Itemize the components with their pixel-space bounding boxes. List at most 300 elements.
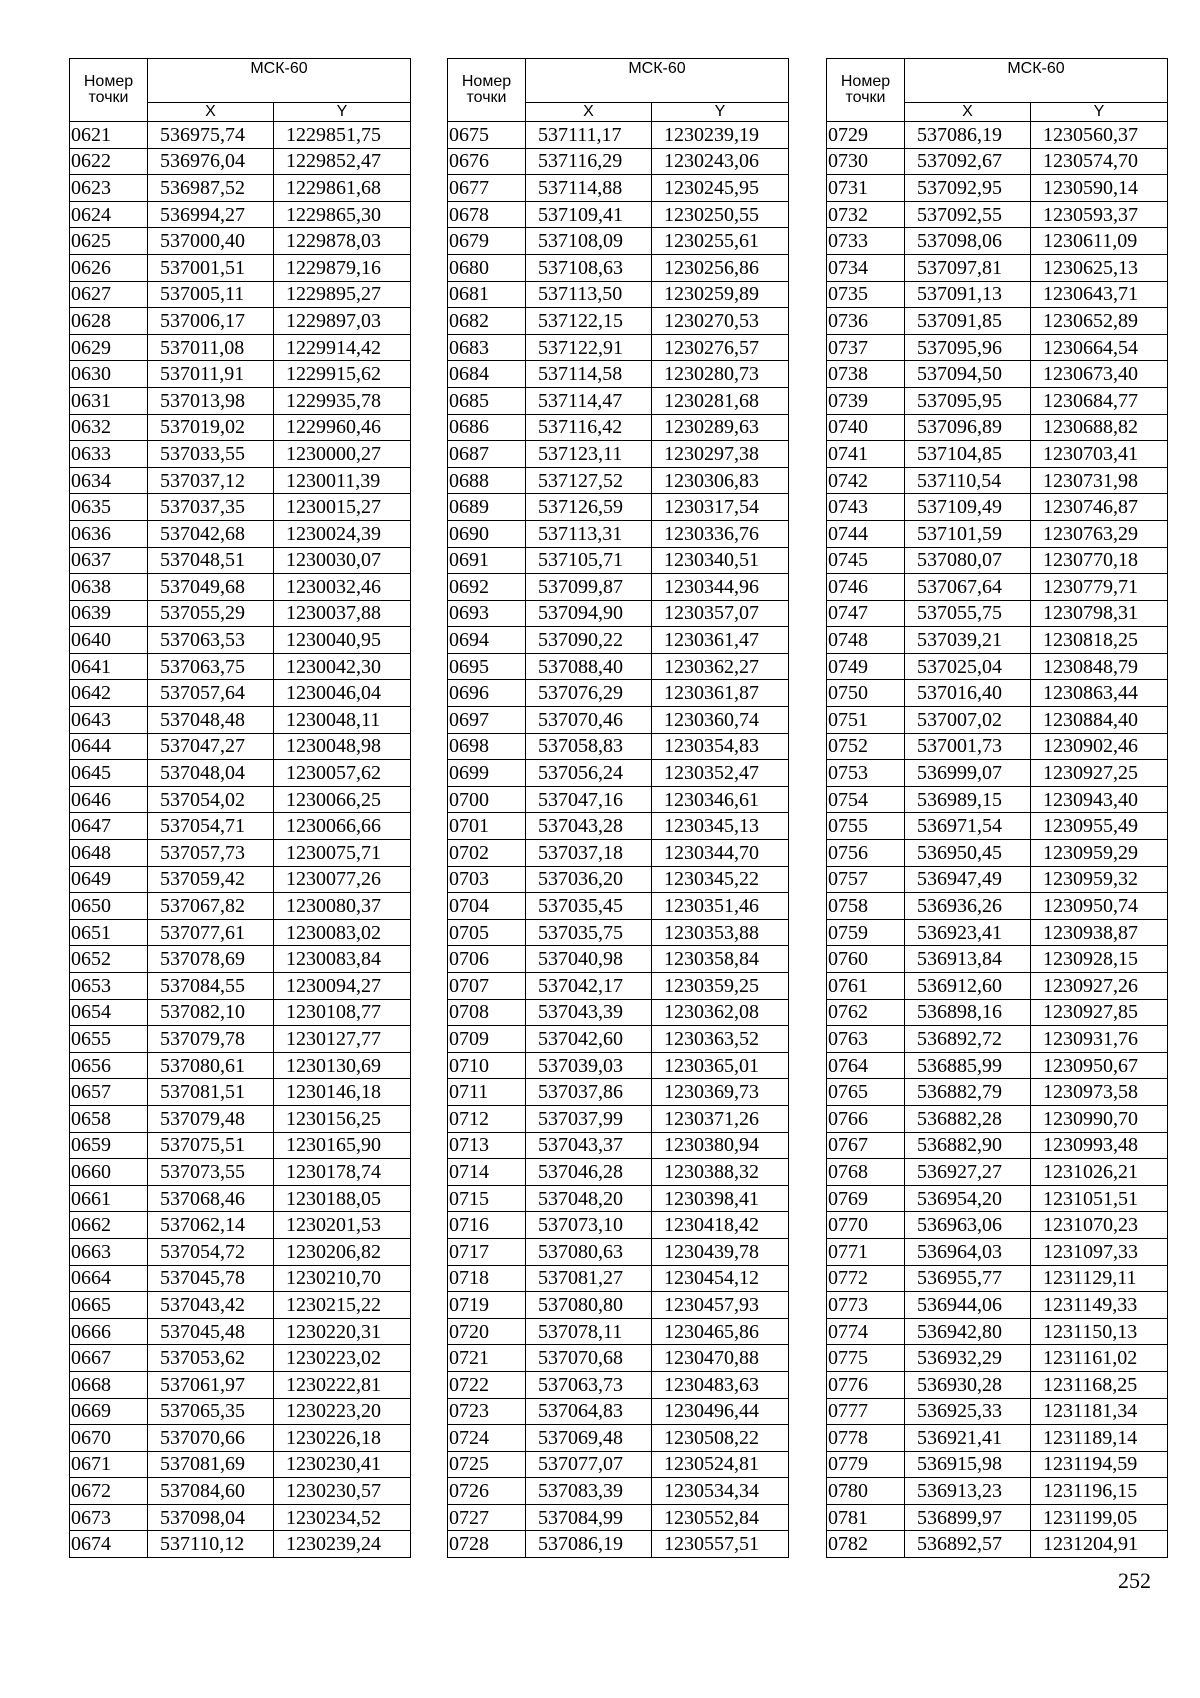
- y-coordinate-cell: 1230178,74: [274, 1159, 411, 1186]
- x-coordinate-cell: 537108,63: [526, 254, 652, 281]
- y-coordinate-cell: 1231196,15: [1031, 1478, 1168, 1505]
- table-row: [448, 441, 789, 468]
- point-number-cell: 0682: [448, 308, 526, 335]
- x-coordinate-cell: 537079,78: [148, 1026, 274, 1053]
- table-row: [448, 334, 789, 361]
- point-number-cell: 0656: [70, 1052, 148, 1079]
- x-coordinate-cell: 536975,74: [148, 122, 274, 149]
- y-coordinate-cell: 1230848,79: [1031, 653, 1168, 680]
- point-number-cell: 0652: [70, 946, 148, 973]
- y-coordinate-cell: 1229895,27: [274, 281, 411, 308]
- table-row: [448, 866, 789, 893]
- table-row: [70, 201, 411, 228]
- x-coordinate-cell: 536942,80: [905, 1318, 1031, 1345]
- y-coordinate-cell: 1230354,83: [652, 733, 789, 760]
- table-row: [70, 1052, 411, 1079]
- table-row: [70, 1212, 411, 1239]
- table-row: [448, 1079, 789, 1106]
- y-coordinate-cell: 1230336,76: [652, 520, 789, 547]
- x-coordinate-cell: 536882,79: [905, 1079, 1031, 1106]
- y-coordinate-cell: 1229851,75: [274, 122, 411, 149]
- point-number-cell: 0764: [827, 1052, 905, 1079]
- x-coordinate-cell: 537058,83: [526, 733, 652, 760]
- x-coordinate-cell: 537094,90: [526, 600, 652, 627]
- y-coordinate-cell: 1230593,37: [1031, 201, 1168, 228]
- x-coordinate-cell: 537043,37: [526, 1132, 652, 1159]
- table-row: [827, 361, 1168, 388]
- point-number-cell: 0772: [827, 1265, 905, 1292]
- x-coordinate-cell: 537110,12: [148, 1531, 274, 1558]
- table-row: [70, 467, 411, 494]
- x-coordinate-cell: 537080,61: [148, 1052, 274, 1079]
- x-coordinate-cell: 537037,99: [526, 1105, 652, 1132]
- y-coordinate-cell: 1230928,15: [1031, 946, 1168, 973]
- table-row: [448, 122, 789, 149]
- table-row: [448, 919, 789, 946]
- table-row: [827, 786, 1168, 813]
- x-axis-header: X: [905, 103, 1031, 122]
- x-coordinate-cell: 536899,97: [905, 1504, 1031, 1531]
- table-row: [827, 1425, 1168, 1452]
- x-coordinate-cell: 537070,66: [148, 1425, 274, 1452]
- table-row: [448, 1531, 789, 1558]
- y-coordinate-cell: 1230454,12: [652, 1265, 789, 1292]
- y-coordinate-cell: 1230574,70: [1031, 148, 1168, 175]
- point-number-cell: 0776: [827, 1371, 905, 1398]
- y-coordinate-cell: 1230418,42: [652, 1212, 789, 1239]
- point-number-cell: 0717: [448, 1238, 526, 1265]
- table-row: [70, 1425, 411, 1452]
- x-coordinate-cell: 537084,99: [526, 1504, 652, 1531]
- table-row: [827, 1292, 1168, 1319]
- table-row: [827, 840, 1168, 867]
- x-coordinate-cell: 537116,42: [526, 414, 652, 441]
- y-coordinate-cell: 1230625,13: [1031, 254, 1168, 281]
- point-number-cell: 0752: [827, 733, 905, 760]
- table-row: [827, 1318, 1168, 1345]
- point-number-cell: 0707: [448, 973, 526, 1000]
- table-row: [827, 973, 1168, 1000]
- point-number-cell: 0687: [448, 441, 526, 468]
- point-number-cell: 0782: [827, 1531, 905, 1558]
- table-row: [448, 467, 789, 494]
- y-coordinate-cell: 1230590,14: [1031, 175, 1168, 202]
- point-number-cell: 0781: [827, 1504, 905, 1531]
- table-row: [827, 175, 1168, 202]
- y-coordinate-cell: 1230075,71: [274, 840, 411, 867]
- y-coordinate-cell: 1230884,40: [1031, 707, 1168, 734]
- point-number-cell: 0703: [448, 866, 526, 893]
- point-number-cell: 0645: [70, 760, 148, 787]
- table-row: [448, 600, 789, 627]
- point-number-cell: 0756: [827, 840, 905, 867]
- y-coordinate-cell: 1230731,98: [1031, 467, 1168, 494]
- point-number-cell: 0689: [448, 494, 526, 521]
- y-coordinate-cell: 1230042,30: [274, 653, 411, 680]
- point-number-cell: 0635: [70, 494, 148, 521]
- point-number-cell: 0699: [448, 760, 526, 787]
- y-coordinate-cell: 1230398,41: [652, 1185, 789, 1212]
- page-number: 252: [1118, 1568, 1151, 1593]
- table-row: [827, 308, 1168, 335]
- coordinate-system-header: МСК-60: [526, 59, 789, 103]
- point-number-cell: 0642: [70, 680, 148, 707]
- point-number-cell: 0751: [827, 707, 905, 734]
- point-number-cell: 0744: [827, 520, 905, 547]
- point-number-cell: 0742: [827, 467, 905, 494]
- y-coordinate-cell: 1230931,76: [1031, 1026, 1168, 1053]
- point-number-cell: 0641: [70, 653, 148, 680]
- point-number-header: Номер точки: [448, 59, 526, 122]
- x-coordinate-cell: 537059,42: [148, 866, 274, 893]
- point-number-cell: 0649: [70, 866, 148, 893]
- y-coordinate-cell: 1230746,87: [1031, 494, 1168, 521]
- point-number-cell: 0697: [448, 707, 526, 734]
- table-row: [827, 1238, 1168, 1265]
- point-number-cell: 0733: [827, 228, 905, 255]
- x-coordinate-cell: 537054,71: [148, 813, 274, 840]
- point-number-cell: 0630: [70, 361, 148, 388]
- table-row: [827, 1345, 1168, 1372]
- table-row: [448, 946, 789, 973]
- table-row: [827, 387, 1168, 414]
- point-number-cell: 0729: [827, 122, 905, 149]
- y-coordinate-cell: 1230317,54: [652, 494, 789, 521]
- x-coordinate-cell: 537011,08: [148, 334, 274, 361]
- table-row: [827, 600, 1168, 627]
- table-row: [448, 254, 789, 281]
- x-coordinate-cell: 536912,60: [905, 973, 1031, 1000]
- x-coordinate-cell: 537011,91: [148, 361, 274, 388]
- x-axis-header: X: [526, 103, 652, 122]
- y-coordinate-cell: 1230959,29: [1031, 840, 1168, 867]
- y-coordinate-cell: 1231150,13: [1031, 1318, 1168, 1345]
- x-coordinate-cell: 537001,51: [148, 254, 274, 281]
- table-row: [448, 281, 789, 308]
- point-number-cell: 0726: [448, 1478, 526, 1505]
- x-coordinate-cell: 537116,29: [526, 148, 652, 175]
- point-number-cell: 0688: [448, 467, 526, 494]
- point-number-cell: 0623: [70, 175, 148, 202]
- y-coordinate-cell: 1230188,05: [274, 1185, 411, 1212]
- point-number-cell: 0745: [827, 547, 905, 574]
- table-row: [448, 308, 789, 335]
- table-row: [827, 1026, 1168, 1053]
- x-coordinate-cell: 537070,46: [526, 707, 652, 734]
- point-number-cell: 0650: [70, 893, 148, 920]
- x-coordinate-cell: 536921,41: [905, 1425, 1031, 1452]
- point-number-cell: 0674: [70, 1531, 148, 1558]
- y-coordinate-cell: 1229960,46: [274, 414, 411, 441]
- y-coordinate-cell: 1230276,57: [652, 334, 789, 361]
- point-number-cell: 0740: [827, 414, 905, 441]
- x-coordinate-cell: 537006,17: [148, 308, 274, 335]
- point-number-cell: 0679: [448, 228, 526, 255]
- y-coordinate-cell: 1230943,40: [1031, 786, 1168, 813]
- y-coordinate-cell: 1230779,71: [1031, 574, 1168, 601]
- point-number-cell: 0734: [827, 254, 905, 281]
- y-coordinate-cell: 1230243,06: [652, 148, 789, 175]
- y-coordinate-cell: 1230046,04: [274, 680, 411, 707]
- point-number-cell: 0691: [448, 547, 526, 574]
- x-coordinate-cell: 537019,02: [148, 414, 274, 441]
- point-number-cell: 0713: [448, 1132, 526, 1159]
- y-coordinate-cell: 1230037,88: [274, 600, 411, 627]
- x-coordinate-cell: 537042,17: [526, 973, 652, 1000]
- point-number-cell: 0769: [827, 1185, 905, 1212]
- x-coordinate-cell: 537039,03: [526, 1052, 652, 1079]
- table-row: [827, 1371, 1168, 1398]
- table-row: [70, 414, 411, 441]
- point-number-cell: 0658: [70, 1105, 148, 1132]
- point-number-cell: 0715: [448, 1185, 526, 1212]
- y-axis-header: Y: [1031, 103, 1168, 122]
- y-coordinate-cell: 1230250,55: [652, 201, 789, 228]
- y-coordinate-cell: 1229879,16: [274, 254, 411, 281]
- y-coordinate-cell: 1230255,61: [652, 228, 789, 255]
- y-coordinate-cell: 1230340,51: [652, 547, 789, 574]
- table-row: [827, 1265, 1168, 1292]
- x-coordinate-cell: 537109,41: [526, 201, 652, 228]
- x-coordinate-cell: 536954,20: [905, 1185, 1031, 1212]
- table-row: [448, 414, 789, 441]
- y-coordinate-cell: 1230470,88: [652, 1345, 789, 1372]
- point-number-cell: 0719: [448, 1292, 526, 1319]
- point-number-cell: 0767: [827, 1132, 905, 1159]
- table-row: [448, 1451, 789, 1478]
- y-coordinate-cell: 1231194,59: [1031, 1451, 1168, 1478]
- table-row: [70, 840, 411, 867]
- point-number-cell: 0657: [70, 1079, 148, 1106]
- table-row: [70, 733, 411, 760]
- x-coordinate-cell: 537048,20: [526, 1185, 652, 1212]
- x-coordinate-cell: 537055,75: [905, 600, 1031, 627]
- point-number-cell: 0757: [827, 866, 905, 893]
- x-coordinate-cell: 536950,45: [905, 840, 1031, 867]
- x-coordinate-cell: 537047,16: [526, 786, 652, 813]
- point-number-cell: 0721: [448, 1345, 526, 1372]
- point-number-cell: 0727: [448, 1504, 526, 1531]
- point-number-cell: 0741: [827, 441, 905, 468]
- table-row: [70, 760, 411, 787]
- table-row: [448, 228, 789, 255]
- x-coordinate-cell: 537043,39: [526, 999, 652, 1026]
- x-coordinate-cell: 536927,27: [905, 1159, 1031, 1186]
- x-coordinate-cell: 537057,73: [148, 840, 274, 867]
- point-number-cell: 0628: [70, 308, 148, 335]
- table-row: [448, 1425, 789, 1452]
- table-row: [448, 520, 789, 547]
- table-row: [70, 973, 411, 1000]
- point-number-cell: 0712: [448, 1105, 526, 1132]
- y-coordinate-cell: 1230508,22: [652, 1425, 789, 1452]
- y-coordinate-cell: 1230388,32: [652, 1159, 789, 1186]
- y-coordinate-cell: 1229897,03: [274, 308, 411, 335]
- point-number-cell: 0651: [70, 919, 148, 946]
- table-row: [827, 334, 1168, 361]
- y-coordinate-cell: 1230032,46: [274, 574, 411, 601]
- y-coordinate-cell: 1230297,38: [652, 441, 789, 468]
- table-row: [448, 973, 789, 1000]
- point-number-cell: 0755: [827, 813, 905, 840]
- table-row: [827, 1504, 1168, 1531]
- table-row: [70, 1398, 411, 1425]
- x-coordinate-cell: 537123,11: [526, 441, 652, 468]
- point-number-cell: 0722: [448, 1371, 526, 1398]
- y-coordinate-cell: 1230351,46: [652, 893, 789, 920]
- table-row: [70, 361, 411, 388]
- table-row: [70, 1026, 411, 1053]
- y-coordinate-cell: 1230210,70: [274, 1265, 411, 1292]
- point-number-cell: 0672: [70, 1478, 148, 1505]
- y-coordinate-cell: 1230011,39: [274, 467, 411, 494]
- x-coordinate-cell: 537000,40: [148, 228, 274, 255]
- table-row: [827, 627, 1168, 654]
- y-coordinate-cell: 1230380,94: [652, 1132, 789, 1159]
- x-coordinate-cell: 537055,29: [148, 600, 274, 627]
- point-number-cell: 0670: [70, 1425, 148, 1452]
- y-coordinate-cell: 1230344,70: [652, 840, 789, 867]
- y-coordinate-cell: 1230496,44: [652, 1398, 789, 1425]
- point-number-cell: 0701: [448, 813, 526, 840]
- table-row: [827, 653, 1168, 680]
- y-coordinate-cell: 1230080,37: [274, 893, 411, 920]
- y-coordinate-cell: 1230927,26: [1031, 973, 1168, 1000]
- table-row: [827, 1105, 1168, 1132]
- y-coordinate-cell: 1230524,81: [652, 1451, 789, 1478]
- table-row: [448, 999, 789, 1026]
- y-coordinate-cell: 1230127,77: [274, 1026, 411, 1053]
- y-coordinate-cell: 1230256,86: [652, 254, 789, 281]
- table-row: [70, 653, 411, 680]
- table-row: [827, 1531, 1168, 1558]
- x-coordinate-cell: 537111,17: [526, 122, 652, 149]
- x-coordinate-cell: 537086,19: [526, 1531, 652, 1558]
- y-coordinate-cell: 1231149,33: [1031, 1292, 1168, 1319]
- y-coordinate-cell: 1230938,87: [1031, 919, 1168, 946]
- y-coordinate-cell: 1230557,51: [652, 1531, 789, 1558]
- table-row: [70, 254, 411, 281]
- x-coordinate-cell: 536944,06: [905, 1292, 1031, 1319]
- point-number-cell: 0777: [827, 1398, 905, 1425]
- point-number-cell: 0698: [448, 733, 526, 760]
- table-row: [70, 680, 411, 707]
- point-number-cell: 0706: [448, 946, 526, 973]
- point-number-cell: 0633: [70, 441, 148, 468]
- point-number-cell: 0760: [827, 946, 905, 973]
- x-coordinate-cell: 537097,81: [905, 254, 1031, 281]
- point-number-cell: 0759: [827, 919, 905, 946]
- y-coordinate-cell: 1230993,48: [1031, 1132, 1168, 1159]
- x-coordinate-cell: 537048,51: [148, 547, 274, 574]
- x-coordinate-cell: 537057,64: [148, 680, 274, 707]
- y-coordinate-cell: 1231189,14: [1031, 1425, 1168, 1452]
- point-number-cell: 0725: [448, 1451, 526, 1478]
- point-number-cell: 0661: [70, 1185, 148, 1212]
- x-coordinate-cell: 537049,68: [148, 574, 274, 601]
- y-coordinate-cell: 1230688,82: [1031, 414, 1168, 441]
- table-row: [70, 441, 411, 468]
- y-coordinate-cell: 1230990,70: [1031, 1105, 1168, 1132]
- x-coordinate-cell: 537114,58: [526, 361, 652, 388]
- point-number-cell: 0723: [448, 1398, 526, 1425]
- point-number-cell: 0631: [70, 387, 148, 414]
- x-coordinate-cell: 537095,95: [905, 387, 1031, 414]
- table-row: [827, 547, 1168, 574]
- point-number-header: Номер точки: [827, 59, 905, 122]
- point-number-cell: 0765: [827, 1079, 905, 1106]
- x-coordinate-cell: 537079,48: [148, 1105, 274, 1132]
- table-row: [448, 653, 789, 680]
- point-number-cell: 0758: [827, 893, 905, 920]
- point-number-cell: 0627: [70, 281, 148, 308]
- y-coordinate-cell: 1231070,23: [1031, 1212, 1168, 1239]
- point-number-cell: 0629: [70, 334, 148, 361]
- point-number-cell: 0693: [448, 600, 526, 627]
- table-row: [827, 680, 1168, 707]
- table-row: [70, 1105, 411, 1132]
- y-coordinate-cell: 1231181,34: [1031, 1398, 1168, 1425]
- x-coordinate-cell: 537035,45: [526, 893, 652, 920]
- y-coordinate-cell: 1230289,63: [652, 414, 789, 441]
- y-coordinate-cell: 1230357,07: [652, 600, 789, 627]
- coordinate-system-header: МСК-60: [905, 59, 1168, 103]
- table-row: [827, 281, 1168, 308]
- point-number-cell: 0708: [448, 999, 526, 1026]
- table-row: [827, 946, 1168, 973]
- y-coordinate-cell: 1231204,91: [1031, 1531, 1168, 1558]
- x-coordinate-cell: 537084,55: [148, 973, 274, 1000]
- y-coordinate-cell: 1230024,39: [274, 520, 411, 547]
- x-coordinate-cell: 536947,49: [905, 866, 1031, 893]
- x-coordinate-cell: 537016,40: [905, 680, 1031, 707]
- x-coordinate-cell: 537037,86: [526, 1079, 652, 1106]
- point-number-cell: 0621: [70, 122, 148, 149]
- table-row: [448, 760, 789, 787]
- x-coordinate-cell: 536892,57: [905, 1531, 1031, 1558]
- point-number-cell: 0638: [70, 574, 148, 601]
- table-row: [448, 1504, 789, 1531]
- point-number-cell: 0737: [827, 334, 905, 361]
- x-coordinate-cell: 537127,52: [526, 467, 652, 494]
- point-number-cell: 0749: [827, 653, 905, 680]
- y-coordinate-cell: 1230066,25: [274, 786, 411, 813]
- table-row: [70, 148, 411, 175]
- x-coordinate-cell: 536913,84: [905, 946, 1031, 973]
- y-coordinate-cell: 1230652,89: [1031, 308, 1168, 335]
- x-coordinate-cell: 537090,22: [526, 627, 652, 654]
- point-number-cell: 0761: [827, 973, 905, 1000]
- x-coordinate-cell: 537075,51: [148, 1132, 274, 1159]
- y-coordinate-cell: 1230673,40: [1031, 361, 1168, 388]
- x-coordinate-cell: 536989,15: [905, 786, 1031, 813]
- x-coordinate-cell: 537053,62: [148, 1345, 274, 1372]
- table-row: [70, 1265, 411, 1292]
- x-coordinate-cell: 537063,53: [148, 627, 274, 654]
- y-coordinate-cell: 1230066,66: [274, 813, 411, 840]
- point-number-cell: 0743: [827, 494, 905, 521]
- x-coordinate-cell: 536999,07: [905, 760, 1031, 787]
- y-coordinate-cell: 1230156,25: [274, 1105, 411, 1132]
- table-row: [827, 414, 1168, 441]
- table-row: [827, 733, 1168, 760]
- table-row: [70, 866, 411, 893]
- point-number-cell: 0738: [827, 361, 905, 388]
- point-number-cell: 0778: [827, 1425, 905, 1452]
- table-row: [70, 308, 411, 335]
- point-number-cell: 0695: [448, 653, 526, 680]
- y-coordinate-cell: 1230818,25: [1031, 627, 1168, 654]
